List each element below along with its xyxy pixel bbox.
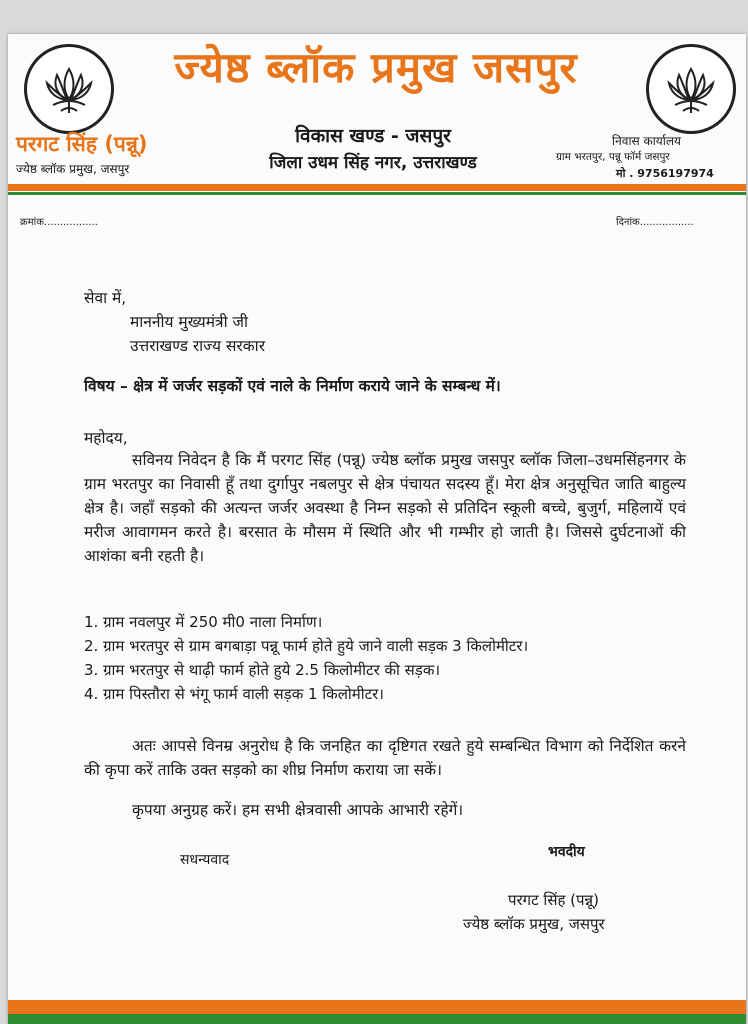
letter-subject: विषय – क्षेत्र में जर्जर सड़कों एवं नाले के निर्माण कराये जाने के सम्बन्ध में। (84, 377, 501, 395)
thanks-line: सधन्यवाद (180, 852, 230, 868)
greeting: महोदय, (84, 429, 128, 447)
block-name: विकास खण्ड - जसपुर (295, 125, 451, 147)
signature-name: परगट सिंह (पन्नू) (508, 891, 599, 909)
letterhead-page (8, 34, 746, 1024)
residence-address: ग्राम भरतपुर, पन्नू फॉर्म जसपुर (556, 151, 670, 163)
date-field: दिनांक................. (616, 217, 694, 228)
demand-list (84, 610, 686, 706)
yours-faithfully: भवदीय (548, 844, 585, 860)
closing-paragraph: अतः आपसे विनम्र अनुरोध है कि जनहित का दृष्टिगत रखते हुये सम्बन्धित विभाग को निर्देशित करने की कृपा करें ताकि उक्त सड़को का शीघ्र निर्माण कराया जा सकें। (84, 737, 686, 779)
addressee-line-2: उत्तराखण्ड राज्य सरकार (130, 337, 266, 355)
footer-band-green (8, 1014, 746, 1024)
sender-title: ज्येष्ठ ब्लॉक प्रमुख, जसपुर (16, 162, 130, 176)
letterhead-title: ज्येष्ठ ब्लॉक प्रमुख जसपुर (174, 43, 578, 92)
addressee-line-1: माननीय मुख्यमंत्री जी (130, 313, 249, 331)
district-name: जिला उधम सिंह नगर, उत्तराखण्ड (269, 153, 477, 173)
letter-body-paragraph: सविनय निवेदन है कि मैं परगट सिंह (पन्नू) ज्येष्ठ ब्लॉक प्रमुख जसपुर ब्लॉक जिला–उधमसिंहनगर के ग्राम भरतपुर का निवासी हूँ तथा दुर्गापुर नबलपुर से क्षेत्र पंचायत सदस्य हूँ। मेरा क्षेत्र अनुसूचित जाति बाहुल्य क्षेत्र है। जहाँ सड़को की अत्यन्त जर्जर अवस्था है निम्न सड़को से प्रतिदिन स्कूली बच्चे, बुजुर्ग, महिलायें एवं मरीज आवागमन करते है। बरसात के मौसम में स्थिति और भी गम्भीर हो जाती है। जिससे दुर्घटनाओं की आशंका बनी रहती है। (84, 451, 686, 565)
signature-title: ज्येष्ठ ब्लॉक प्रमुख, जसपुर (463, 915, 605, 933)
demand-item: 2. ग्राम भरतपुर से ग्राम बगबाड़ा पन्नू फार्म होते हुये जाने वाली सड़क 3 किलोमीटर। (84, 637, 529, 655)
sender-name: परगट सिंह (पन्नू) (16, 132, 148, 156)
footer-band-orange (8, 1000, 746, 1014)
demand-item: 1. ग्राम नवलपुर में 250 मी0 नाला निर्माण। (84, 613, 323, 631)
header-band-orange (8, 184, 746, 191)
salutation: सेवा में, (84, 289, 127, 307)
demand-item: 3. ग्राम भरतपुर से थाढ़ी फार्म होते हुये 2.5 किलोमीटर की सड़क। (84, 661, 441, 679)
residence-office-title: निवास कार्यालय (612, 134, 681, 148)
header-band-green (8, 192, 746, 195)
reference-number-field: क्रमांक................. (20, 217, 98, 228)
lotus-logo-left (24, 44, 114, 134)
request-line: कृपया अनुग्रह करें। हम सभी क्षेत्रवासी आपके आभारी रहेगें। (132, 801, 464, 819)
lotus-icon (27, 47, 111, 131)
lotus-logo-right (646, 44, 736, 134)
demand-item: 4. ग्राम पिस्तौरा से भंगू फार्म वाली सड़क 1 किलोमीटर। (84, 685, 384, 703)
lotus-icon (649, 47, 733, 131)
residence-phone: मो . 9756197974 (616, 167, 714, 180)
